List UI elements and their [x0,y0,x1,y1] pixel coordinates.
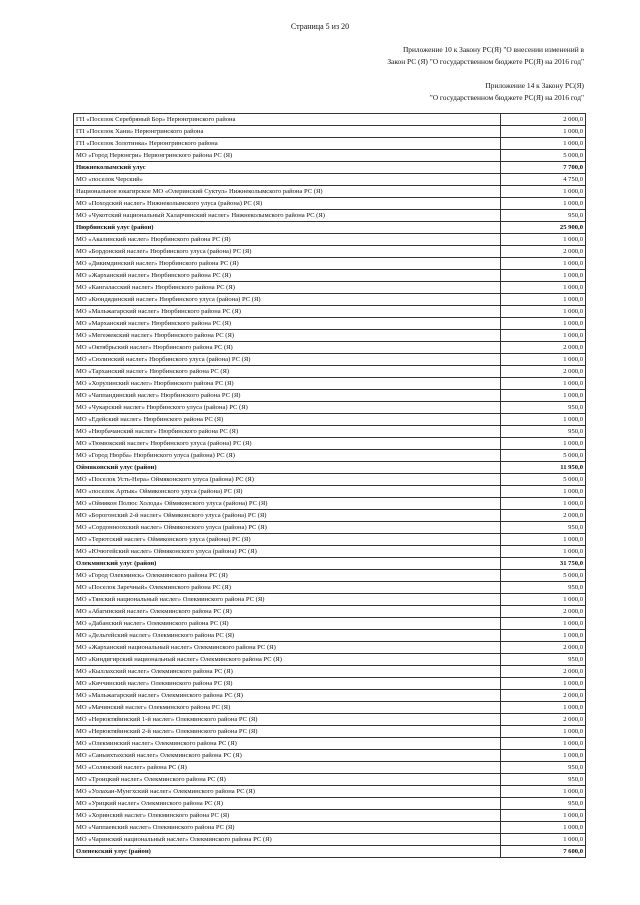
allocation-amount: 1 000,0 [501,630,586,642]
table-row [74,318,586,330]
allocation-amount: 1 000,0 [501,546,586,558]
table-row [74,666,586,678]
allocation-amount: 1 000,0 [501,138,586,150]
municipality-name: МО «Дикимдинский наслег» Нюрбинского района РС (Я) [74,258,501,270]
table-row [74,282,586,294]
allocation-amount: 7 700,0 [501,162,586,174]
allocation-amount: 2 000,0 [501,666,586,678]
district-total-row [74,162,586,174]
allocation-amount: 1 000,0 [501,354,586,366]
table-row [74,270,586,282]
municipality-name: МО «Кыллахский наслег» Олекминского района РС (Я) [74,666,501,678]
municipality-name: Национальное юкагирское МО «Олеринский Суктул» Нижнеколымского района РС (Я) [74,186,501,198]
allocation-amount: 11 950,0 [501,462,586,474]
municipality-name: МО «Мальжагарский наслег» Нюрбинского района РС (Я) [74,306,501,318]
municipality-name: МО «Октябрьский наслег» Нюрбинского района РС (Я) [74,342,501,354]
allocation-amount: 950,0 [501,774,586,786]
municipality-name: МО «Кюндядинский наслег» Нюрбинского улуса (района) РС (Я) [74,294,501,306]
allocation-amount: 1 000,0 [501,498,586,510]
table-row [74,426,586,438]
municipality-name: МО «Город Нерюнгри» Нерюнгринского района РС (Я) [74,150,501,162]
municipality-name: МО «Город Нюрба» Нюрбинского улуса (района) РС (Я) [74,450,501,462]
table-row [74,474,586,486]
district-total-row [74,222,586,234]
allocation-amount: 1 000,0 [501,330,586,342]
municipality-name: ГП «Поселок Хани» Нерюнгринского района [74,126,501,138]
municipality-name: МО «Борогонский 2-й наслег» Оймяконского улуса (района) РС (Я) [74,510,501,522]
allocation-amount: 950,0 [501,210,586,222]
table-row [74,630,586,642]
table-row [74,702,586,714]
allocation-amount: 1 000,0 [501,270,586,282]
municipality-name: МО «Уолахан-Мунгхский наслег» Олекминского района РС (Я) [74,786,501,798]
municipality-name: МО «Поселок Заречный» Олекминского района РС (Я) [74,582,501,594]
allocation-amount: 4 750,0 [501,174,586,186]
table-row [74,138,586,150]
table-row [74,414,586,426]
table-row [74,246,586,258]
municipality-name: МО «Город Олекминск» Олекминского района РС (Я) [74,570,501,582]
table-row [74,822,586,834]
municipality-name: Нюрбинский улус (район) [74,222,501,234]
table-row [74,114,586,126]
allocation-amount: 1 000,0 [501,438,586,450]
municipality-name: МО «Чаринский национальный наслег» Олекминского района РС (Я) [74,834,501,846]
allocation-amount: 2 000,0 [501,342,586,354]
table-row [74,306,586,318]
table-row [74,738,586,750]
allocation-amount: 1 000,0 [501,186,586,198]
allocation-amount: 2 000,0 [501,606,586,618]
table-row [74,582,586,594]
municipality-name: МО «Солянский наслег» района РС (Я) [74,762,501,774]
allocation-amount: 1 000,0 [501,306,586,318]
allocation-amount: 1 000,0 [501,234,586,246]
budget-allocation-table [73,113,586,858]
table-row [74,342,586,354]
allocation-amount: 31 750,0 [501,558,586,570]
table-row [74,726,586,738]
district-total-row [74,558,586,570]
municipality-name: МО «Чаппандинский наслег» Нюрбинского района РС (Я) [74,390,501,402]
table-row [74,258,586,270]
allocation-amount: 1 000,0 [501,258,586,270]
table-row [74,486,586,498]
table-row [74,294,586,306]
municipality-name: МО «Тянский национальный наслег» Олекминского района РС (Я) [74,594,501,606]
municipality-name: МО «Кяччинский наслег» Олекминского района РС (Я) [74,678,501,690]
municipality-name: МО «Марханский наслег» Нюрбинского района РС (Я) [74,318,501,330]
table-row [74,594,586,606]
allocation-amount: 1 000,0 [501,486,586,498]
table-row [74,714,586,726]
municipality-name: МО «Чаппаевский наслег» Олекминского района РС (Я) [74,822,501,834]
appendix-14-reference [430,80,584,103]
allocation-amount: 25 900,0 [501,222,586,234]
table-row [74,546,586,558]
table-row [74,750,586,762]
allocation-amount: 5 000,0 [501,150,586,162]
municipality-name: МО «Мачинский наслег» Олекминского района РС (Я) [74,702,501,714]
table-row [74,654,586,666]
allocation-amount: 950,0 [501,798,586,810]
appendix-10-line-2: Закон РС (Я) "О государственном бюджете РС(Я) на 2016 год" [387,56,584,66]
table-row [74,186,586,198]
allocation-amount: 1 000,0 [501,534,586,546]
municipality-name: МО «поселок Артык» Оймяконского улуса (района) РС (Я) [74,486,501,498]
municipality-name: МО «Урицкий наслег» Олекминского района РС (Я) [74,798,501,810]
allocation-amount: 1 000,0 [501,822,586,834]
allocation-amount: 5 000,0 [501,450,586,462]
municipality-name: МО «Едейский наслег» Нюрбинского района РС (Я) [74,414,501,426]
allocation-amount: 5 000,0 [501,474,586,486]
allocation-amount: 5 000,0 [501,570,586,582]
allocation-amount: 950,0 [501,426,586,438]
allocation-amount: 1 000,0 [501,678,586,690]
allocation-amount: 1 000,0 [501,786,586,798]
allocation-amount: 1 000,0 [501,414,586,426]
allocation-amount: 2 000,0 [501,366,586,378]
table-row [74,402,586,414]
allocation-amount: 1 000,0 [501,378,586,390]
allocation-amount: 1 000,0 [501,750,586,762]
table-row [74,762,586,774]
table-row [74,606,586,618]
allocation-amount: 1 000,0 [501,738,586,750]
municipality-name: Олекминский улус (район) [74,558,501,570]
allocation-amount: 1 000,0 [501,594,586,606]
municipality-name: МО «Поселок Усть-Нера» Оймяконского улуса (района) РС (Я) [74,474,501,486]
municipality-name: МО «Нерюктяйинский 1-й наслег» Олекминского района РС (Я) [74,714,501,726]
municipality-name: Нижнеколымский улус [74,162,501,174]
municipality-name: МО «Тарханский наслег» Нюрбинского района РС (Я) [74,366,501,378]
allocation-amount: 1 000,0 [501,702,586,714]
municipality-name: МО «поселок Черский» [74,174,501,186]
table-row [74,234,586,246]
appendix-14-line-2: "О государственном бюджете РС(Я) на 2016 год" [429,92,584,102]
allocation-amount: 1 000,0 [501,198,586,210]
municipality-name: Оймяконский улус (район) [74,462,501,474]
allocation-amount: 2 000,0 [501,690,586,702]
municipality-name: МО «Сюлинский наслег» Нюрбинского улуса (района) РС (Я) [74,354,501,366]
municipality-name: МО «Олекминский наслег» Олекминского района РС (Я) [74,738,501,750]
allocation-amount: 1 000,0 [501,618,586,630]
table-row [74,390,586,402]
table-row [74,438,586,450]
allocation-amount: 1 000,0 [501,726,586,738]
table-row [74,834,586,846]
municipality-name: МО «Дабанский наслег» Олекминского района РС (Я) [74,618,501,630]
table-row [74,450,586,462]
table-row [74,510,586,522]
table-row [74,126,586,138]
municipality-name: МО «Нюрбачанский наслег» Нюрбинского района РС (Я) [74,426,501,438]
municipality-name: МО «Жарханский наслег» Нюрбинского района РС (Я) [74,270,501,282]
table-row [74,786,586,798]
allocation-amount: 1 000,0 [501,282,586,294]
allocation-amount: 7 600,0 [501,846,586,858]
municipality-name: МО «Кангаласский наслег» Нюрбинского района РС (Я) [74,282,501,294]
municipality-name: МО «Походский наслег» Нижнеколымского улуса (района) РС (Я) [74,198,501,210]
municipality-name: МО «Жарханский национальный наслег» Олекминского района РС (Я) [74,642,501,654]
allocation-amount: 950,0 [501,762,586,774]
allocation-amount: 1 000,0 [501,390,586,402]
allocation-amount: 2 000,0 [501,510,586,522]
municipality-name: ГП «Поселок Золотинка» Нерюнгринского района [74,138,501,150]
appendix-10-line-1: Приложение 10 к Закону РС(Я) "О внесении изменений в [402,45,584,54]
appendix-14-line-1: Приложение 14 к Закону РС(Я) [485,81,584,90]
municipality-name: МО «Бордонский наслег» Нюрбинского улуса (района) РС (Я) [74,246,501,258]
table-row [74,210,586,222]
allocation-amount: 950,0 [501,402,586,414]
table-row [74,198,586,210]
municipality-name: МО «Чукотский национальный Халарчинский наслег» Нижнеколымского района РС (Я) [74,210,501,222]
table-row [74,522,586,534]
allocation-amount: 1 000,0 [501,834,586,846]
municipality-name: МО «Тюмюкский наслег» Нюрбинского улуса (района) РС (Я) [74,438,501,450]
table-row [74,618,586,630]
allocation-amount: 2 000,0 [501,642,586,654]
table-row [74,774,586,786]
table-row [74,534,586,546]
municipality-name: МО «Сордонноохский наслег» Оймяконского улуса (района) РС (Я) [74,522,501,534]
page-number: Страница 5 из 20 [290,22,350,31]
allocation-amount: 1 000,0 [501,126,586,138]
municipality-name: МО «Троицкий наслег» Олекминского района РС (Я) [74,774,501,786]
municipality-name: МО «Мальжагарский наслег» Олекминского района РС (Я) [74,690,501,702]
municipality-name: ГП «Поселок Серебряный Бор» Нерюнгринского района [74,114,501,126]
allocation-amount: 950,0 [501,654,586,666]
municipality-name: МО «Саныяхтахский наслег» Олекминского района РС (Я) [74,750,501,762]
municipality-name: МО «Киндигирский национальный наслег» Олекминского района РС (Я) [74,654,501,666]
municipality-name: МО «Абагинский наслег» Олекминского района РС (Я) [74,606,501,618]
municipality-name: МО «Дельгейский наслег» Олекминского района РС (Я) [74,630,501,642]
table-row [74,378,586,390]
table-row [74,690,586,702]
municipality-name: МО «Мегежекский наслег» Нюрбинского района РС (Я) [74,330,501,342]
municipality-name: МО «Терютский наслег» Оймяконского улуса (района) РС (Я) [74,534,501,546]
municipality-name: МО «Нерюктяйинский 2-й наслег» Олекминского района РС (Я) [74,726,501,738]
table-row [74,366,586,378]
municipality-name: МО «Хоринский наслег» Олекминского района РС (Я) [74,810,501,822]
table-row [74,798,586,810]
allocation-amount: 2 000,0 [501,246,586,258]
table-row [74,642,586,654]
table-row [74,330,586,342]
municipality-name: МО «Акалинский наслег» Нюрбинского района РС (Я) [74,234,501,246]
table-row [74,354,586,366]
allocation-amount: 2 000,0 [501,114,586,126]
allocation-amount: 950,0 [501,582,586,594]
table-row [74,570,586,582]
table-row [74,810,586,822]
table-row [74,174,586,186]
allocation-amount: 950,0 [501,522,586,534]
municipality-name: МО «Ючюгейский наслег» Оймяконского улуса (района) РС (Я) [74,546,501,558]
district-total-row [74,846,586,858]
table-row [74,498,586,510]
municipality-name: Оленекский улус (район) [74,846,501,858]
allocation-amount: 1 000,0 [501,318,586,330]
municipality-name: МО «Чукарский наслег» Нюрбинского улуса (района) РС (Я) [74,402,501,414]
allocation-amount: 1 000,0 [501,810,586,822]
appendix-10-reference [387,44,584,67]
table-row [74,678,586,690]
municipality-name: МО «Хорулинский наслег» Нюрбинского района РС (Я) [74,378,501,390]
municipality-name: МО «Оймякон Полюс Холода» Оймяконского улуса (района) РС (Я) [74,498,501,510]
allocation-amount: 2 000,0 [501,714,586,726]
allocation-amount: 1 000,0 [501,294,586,306]
table-row [74,150,586,162]
district-total-row [74,462,586,474]
